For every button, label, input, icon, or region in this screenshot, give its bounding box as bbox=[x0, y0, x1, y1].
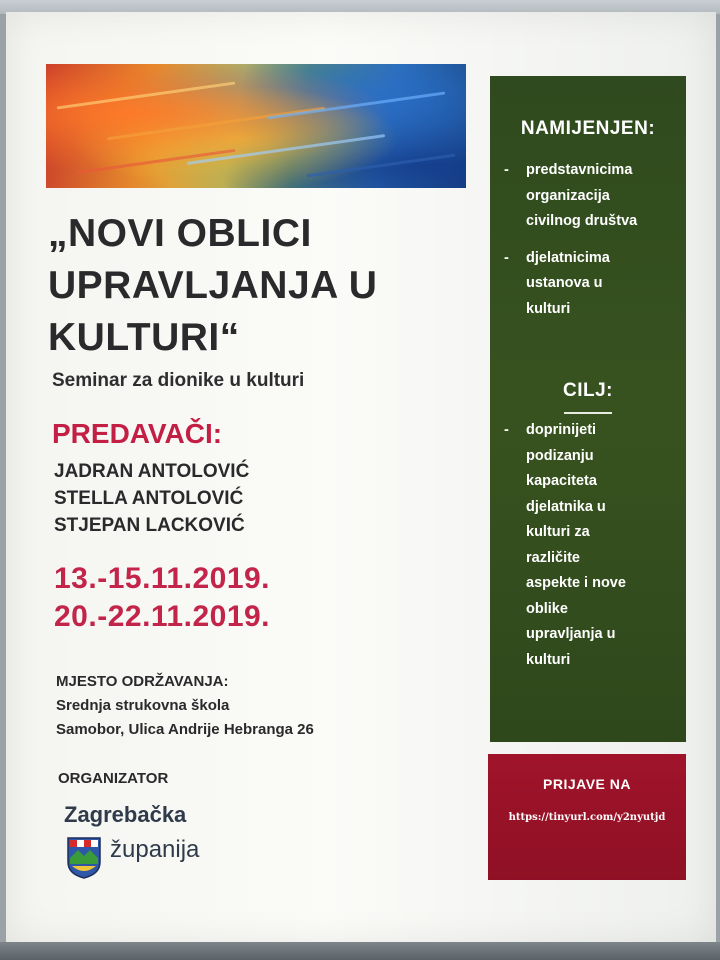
panel-divider bbox=[564, 412, 612, 414]
list-dash: - bbox=[504, 162, 509, 178]
goal-heading: CILJ: bbox=[563, 380, 613, 401]
goal-list bbox=[490, 418, 686, 673]
organizer-logo bbox=[64, 802, 244, 886]
list-line: predstavnicima bbox=[526, 162, 633, 178]
list-line: doprinijeti bbox=[526, 422, 597, 438]
list-line: kapaciteta bbox=[526, 473, 597, 489]
list-line: ustanova u bbox=[526, 275, 603, 291]
goal-item bbox=[490, 418, 686, 673]
venue-line: Samobor, Ulica Andrije Hebranga 26 bbox=[56, 721, 314, 738]
list-line: oblike bbox=[526, 600, 568, 617]
list-line: djelatnicima bbox=[526, 249, 610, 266]
lecturer-name: STJEPAN LACKOVIĆ bbox=[54, 515, 245, 536]
audience-heading: NAMIJENJEN: bbox=[520, 118, 656, 139]
audience-item bbox=[490, 158, 686, 235]
registration-label: PRIJAVE NA bbox=[543, 776, 631, 792]
monitor-bezel-bottom bbox=[0, 942, 720, 960]
title-line-1: „NOVI OBLICI bbox=[48, 212, 312, 255]
coat-of-arms-icon bbox=[66, 836, 102, 880]
date-range: 20.-22.11.2019. bbox=[54, 600, 271, 633]
poster-title bbox=[48, 208, 468, 364]
list-line: organizacija bbox=[526, 187, 610, 204]
organizer-name-line-1: Zagrebačka bbox=[64, 802, 187, 827]
list-line: upravljanja u bbox=[526, 626, 616, 642]
registration-panel bbox=[488, 754, 686, 880]
lecturer-name: STELLA ANTOLOVIĆ bbox=[54, 488, 244, 509]
venue-block bbox=[56, 670, 314, 742]
list-line: civilnog društva bbox=[526, 213, 638, 229]
audience-item bbox=[490, 246, 686, 323]
title-line-2: UPRAVLJANJA U bbox=[48, 264, 378, 307]
audience-list bbox=[490, 158, 686, 322]
list-line: različite bbox=[526, 549, 580, 566]
list-dash: - bbox=[504, 249, 509, 266]
poster-subtitle: Seminar za dionike u kulturi bbox=[52, 370, 305, 391]
hero-abstract-image bbox=[46, 64, 466, 188]
date-range: 13.-15.11.2019. bbox=[54, 562, 271, 595]
venue-line: Srednja strukovna škola bbox=[56, 697, 230, 714]
registration-link[interactable]: https://tinyurl.com/y2nyutjd bbox=[508, 812, 666, 823]
list-line: kulturi bbox=[526, 300, 571, 317]
organizer-label: ORGANIZATOR bbox=[58, 770, 169, 787]
venue-label: MJESTO ODRŽAVANJA: bbox=[56, 673, 229, 690]
list-dash: - bbox=[504, 422, 509, 438]
title-line-3: KULTURI“ bbox=[48, 316, 240, 359]
lecturers-list bbox=[54, 458, 249, 539]
list-line: aspekte i nove bbox=[526, 575, 626, 591]
seminar-dates bbox=[54, 560, 270, 636]
list-line: djelatnika u bbox=[526, 498, 606, 515]
list-line: podizanju bbox=[526, 447, 594, 464]
list-line: kulturi za bbox=[526, 524, 590, 540]
audience-goal-panel bbox=[490, 76, 686, 742]
lecturers-heading: PREDAVAČI: bbox=[52, 418, 223, 449]
organizer-name-line-2: županija bbox=[110, 836, 200, 863]
lecturer-name: JADRAN ANTOLOVIĆ bbox=[54, 461, 250, 482]
poster bbox=[6, 12, 716, 944]
list-line: kulturi bbox=[526, 651, 571, 668]
